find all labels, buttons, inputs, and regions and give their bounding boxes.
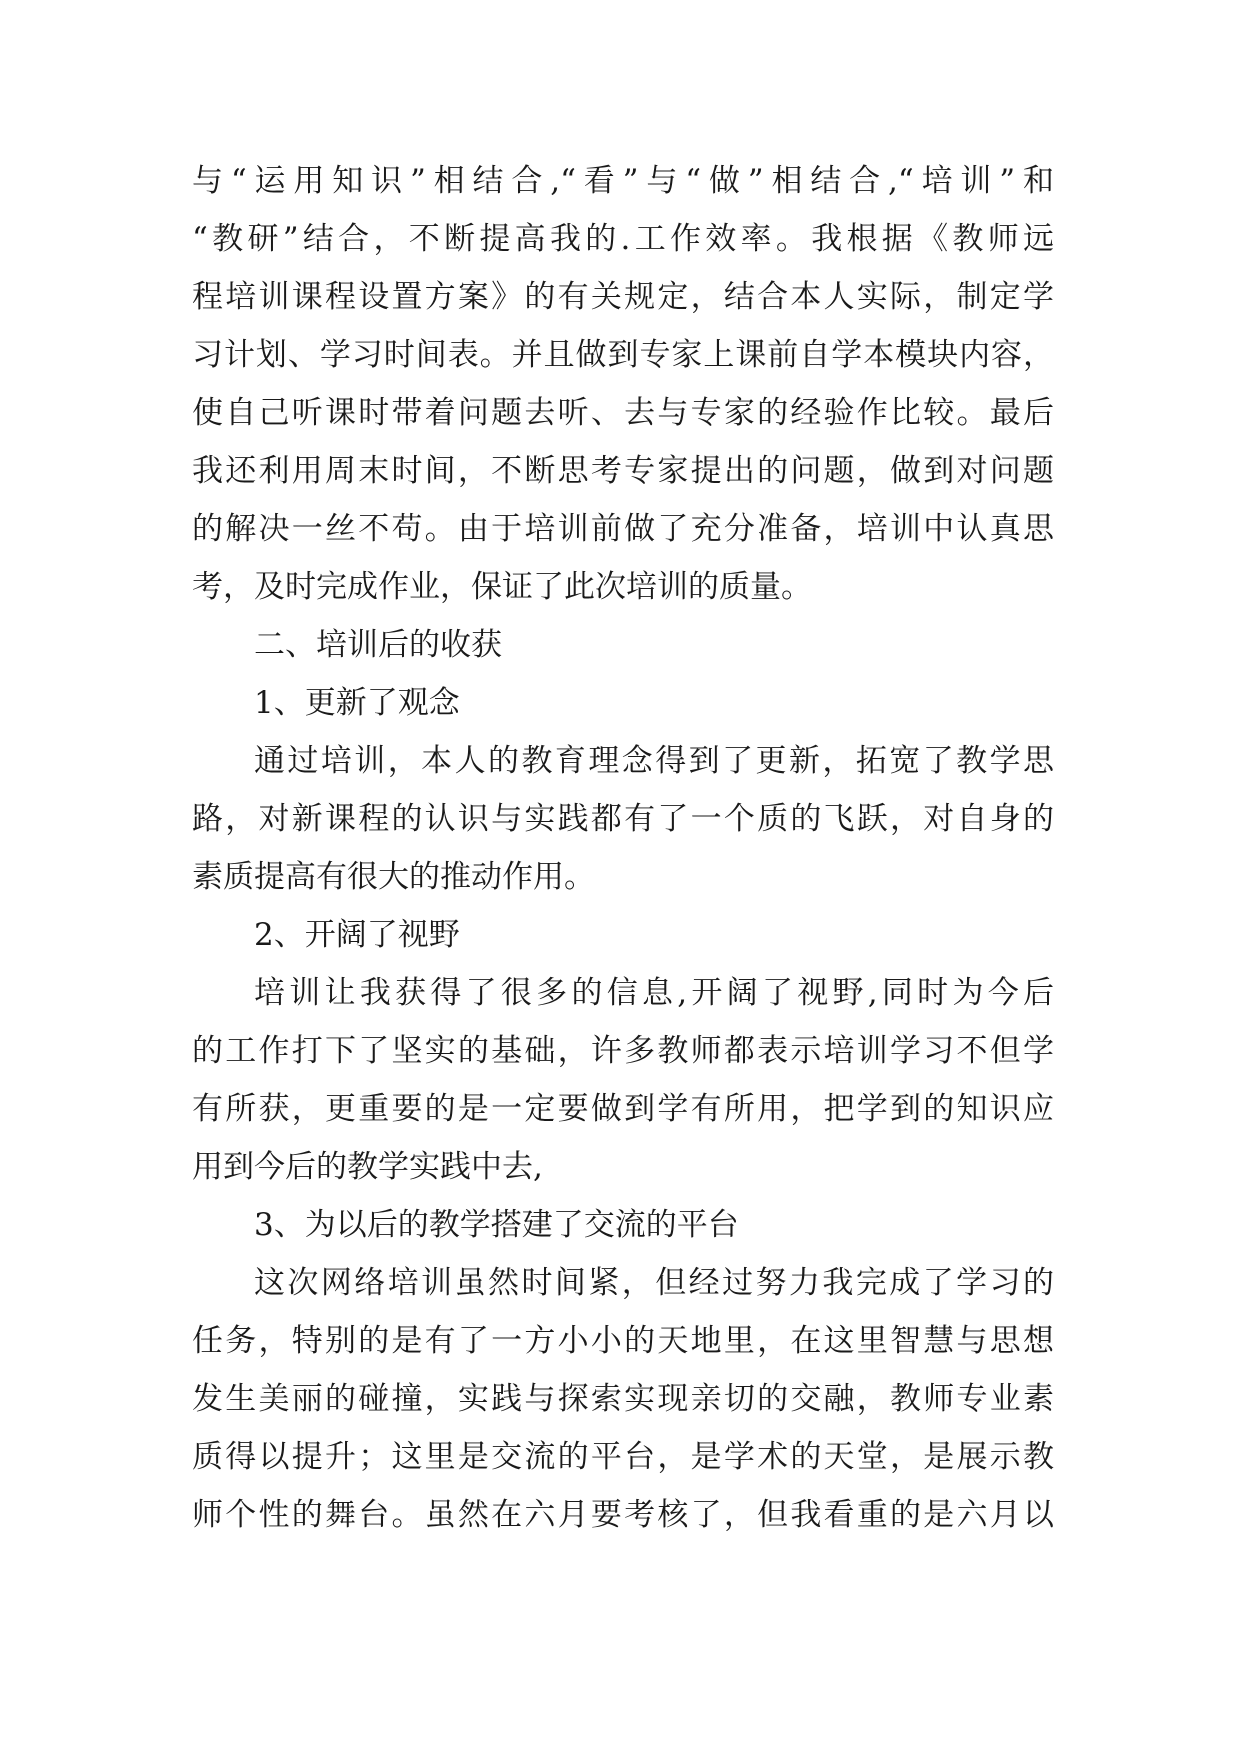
section-heading: 二、培训后的收获 <box>254 627 502 663</box>
body-text-line: 与“运用知识”相结合,“看”与“做”相结合,“培训”和 <box>192 163 1054 199</box>
subsection-heading: 2、开阔了视野 <box>254 917 460 953</box>
body-text-line: 程培训课程设置方案》的有关规定，结合本人实际，制定学 <box>192 279 1054 315</box>
body-text-line: 素质提高有很大的推动作用。 <box>192 859 595 895</box>
body-text-line: 我还利用周末时间，不断思考专家提出的问题，做到对问题 <box>192 453 1054 489</box>
body-text-line: 有所获，更重要的是一定要做到学有所用，把学到的知识应 <box>192 1091 1054 1127</box>
paragraph-first-line: 培训让我获得了很多的信息,开阔了视野,同时为今后 <box>254 975 1054 1011</box>
body-text-line: 发生美丽的碰撞，实践与探索实现亲切的交融，教师专业素 <box>192 1381 1054 1417</box>
body-text-line: 路，对新课程的认识与实践都有了一个质的飞跃，对自身的 <box>192 801 1054 837</box>
body-text-line: 的工作打下了坚实的基础，许多教师都表示培训学习不但学 <box>192 1033 1054 1069</box>
body-text-line: 的解决一丝不苟。由于培训前做了充分准备，培训中认真思 <box>192 511 1054 547</box>
paragraph-first-line: 这次网络培训虽然时间紧，但经过努力我完成了学习的 <box>254 1265 1054 1301</box>
paragraph-first-line: 通过培训，本人的教育理念得到了更新，拓宽了教学思 <box>254 743 1054 779</box>
body-text-line: 质得以提升；这里是交流的平台，是学术的天堂，是展示教 <box>192 1439 1054 1475</box>
body-text-line: “教研”结合，不断提高我的.工作效率。我根据《教师远 <box>192 221 1054 257</box>
body-text-line: 使自己听课时带着问题去听、去与专家的经验作比较。最后 <box>192 395 1054 431</box>
body-text-line: 用到今后的教学实践中去, <box>192 1149 543 1185</box>
subsection-heading: 3、为以后的教学搭建了交流的平台 <box>254 1207 739 1243</box>
body-text-line: 习计划、学习时间表。并且做到专家上课前自学本模块内容， <box>192 337 1054 373</box>
subsection-heading: 1、更新了观念 <box>254 685 460 721</box>
body-text-line: 考，及时完成作业，保证了此次培训的质量。 <box>192 569 812 605</box>
body-text-line: 师个性的舞台。虽然在六月要考核了，但我看重的是六月以 <box>192 1497 1054 1533</box>
body-text-line: 任务，特别的是有了一方小小的天地里，在这里智慧与思想 <box>192 1323 1054 1359</box>
